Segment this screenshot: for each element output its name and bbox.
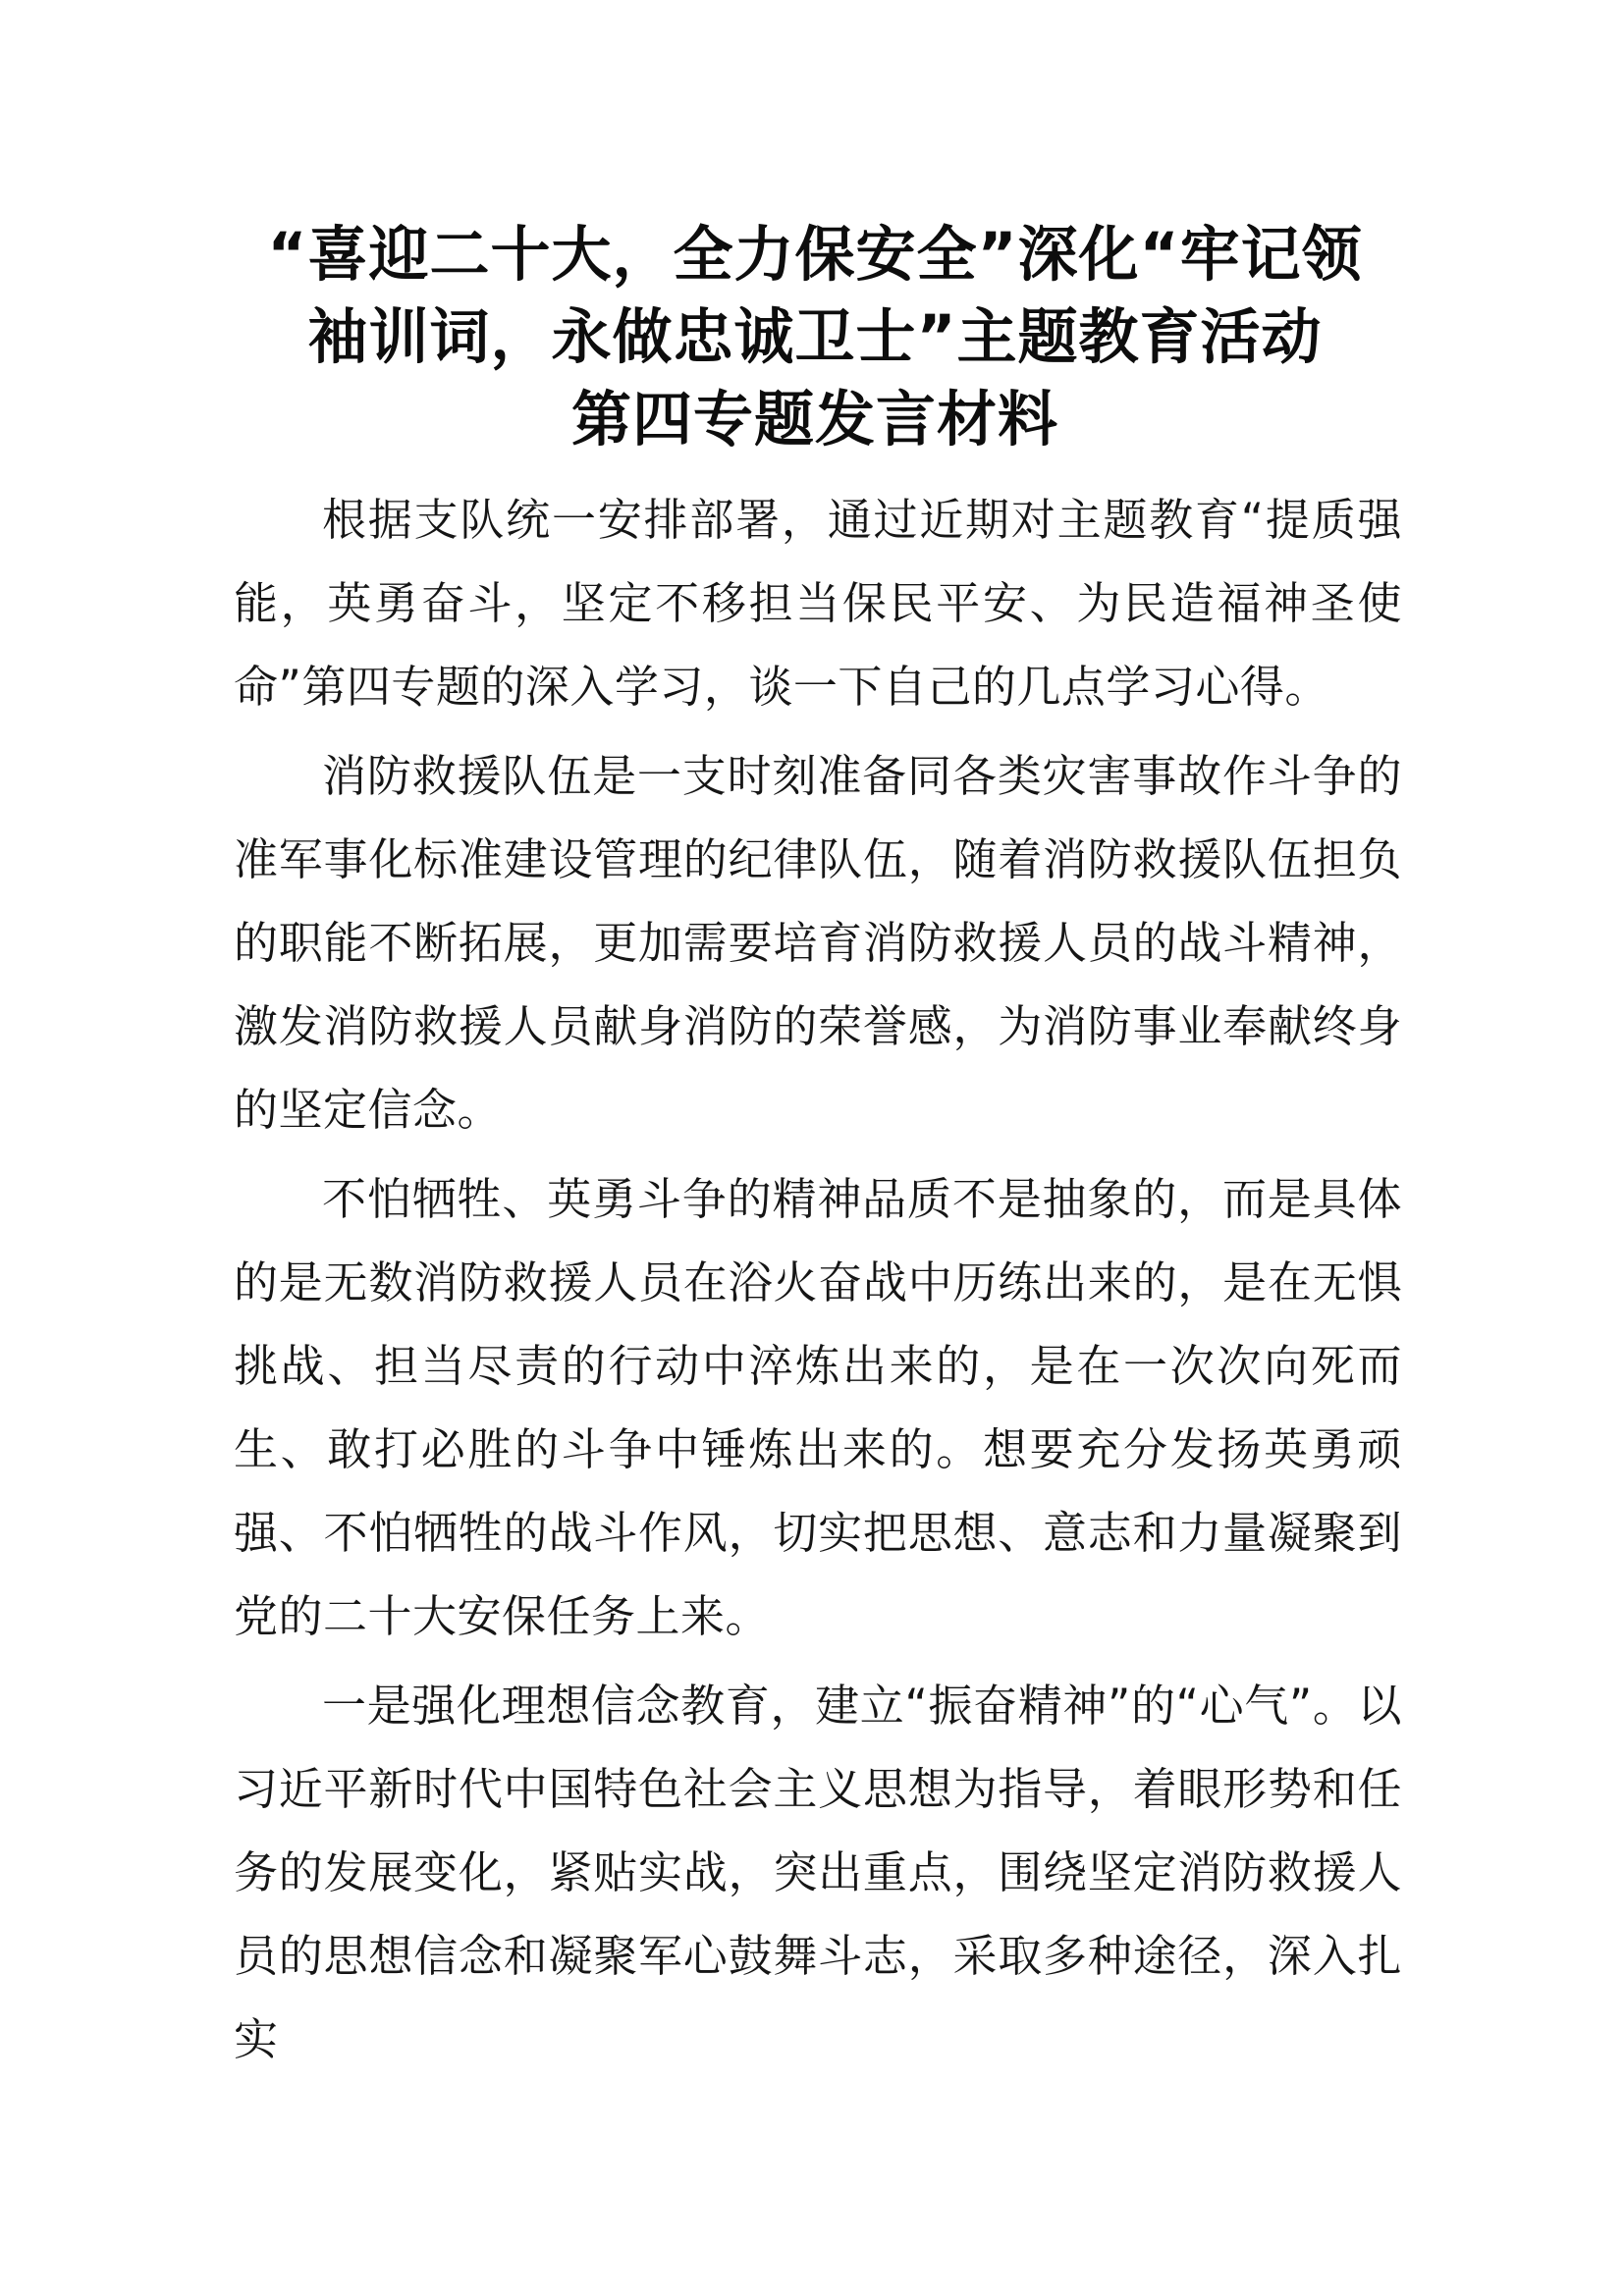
title-line-1: “喜迎二十大，全力保安全”深化“牢记领: [267, 220, 1363, 290]
paragraph-team: 消防救援队伍是一支时刻准备同各类灾害事故作斗争的准军事化标准建设管理的纪律队伍，随着消防救援队伍担负的职能不断拓展，更加需要培育消防救援人员的战斗精神，激发消防救援人员献身消防的荣誉感，为消防事业奉献终身的坚定信念。: [234, 750, 1402, 1136]
paragraph-point-one: 一是强化理想信念教育，建立“振奋精神”的“心气”。以习近平新时代中国特色社会主义思想为指导，着眼形势和任务的发展变化，紧贴实战，突出重点，围绕坚定消防救援人员的思想信念和凝聚军心鼓舞斗志，采取多种途径，深入扎实: [234, 1680, 1402, 2065]
document-title: [226, 214, 1404, 461]
document-body: [234, 478, 1402, 2087]
paragraph-spirit: 不怕牺牲、英勇斗争的精神品质不是抽象的，而是具体的是无数消防救援人员在浴火奋战中历练出来的，是在无惧挑战、担当尽责的行动中淬炼出来的，是在一次次向死而生、敢打必胜的斗争中锤炼出来的。想要充分发扬英勇顽强、不怕牺牲的战斗作风，切实把思想、意志和力量凝聚到党的二十大安保任务上来。: [234, 1173, 1402, 1642]
title-line-3: 第四专题发言材料: [570, 385, 1058, 454]
title-line-2: 袖训词，永做忠诚卫士”主题教育活动: [307, 302, 1323, 372]
paragraph-intro: 根据支队统一安排部署，通过近期对主题教育“提质强能，英勇奋斗，坚定不移担当保民平安、为民造福神圣使命”第四专题的深入学习，谈一下自己的几点学习心得。: [234, 494, 1402, 713]
